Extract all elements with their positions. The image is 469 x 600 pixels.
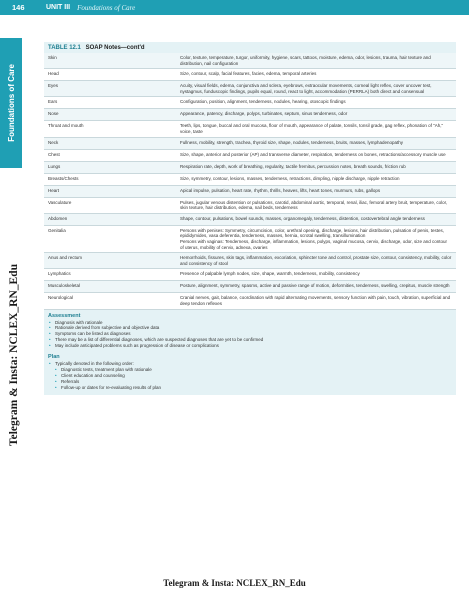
table-row [44, 97, 456, 109]
table-row [44, 69, 456, 81]
side-watermark-text: Telegram & Insta: NCLEX_RN_Edu [8, 264, 20, 446]
plan-title: Plan [48, 354, 60, 361]
row-description: Size, contour, scalp, facial features, facies, edema, temporal arteries [180, 71, 317, 77]
table-caption [44, 42, 456, 53]
row-description: Presence of palpable lymph nodes, size, shape, warmth, tenderness, mobility, consistency [180, 271, 360, 277]
row-label: Musculoskeletal [48, 283, 81, 289]
table-row [44, 226, 456, 253]
table-row [44, 121, 456, 137]
table-row [44, 81, 456, 97]
row-label: Neurological [48, 295, 74, 301]
row-label: Throat and mouth [48, 123, 84, 129]
row-label: Skin [48, 55, 57, 60]
row-description: Appearance, patency, discharge, polyps, turbinates, septum, sinus tenderness, odor [180, 111, 348, 117]
soap-notes-table [44, 42, 456, 395]
row-label: Eyes [48, 83, 59, 89]
table-row [44, 269, 456, 281]
plan-item: • Diagnostic tests, treatment plan with rationale [54, 367, 452, 373]
row-label: Genitalia [48, 227, 66, 233]
page-number: 146 [12, 3, 25, 12]
assessment-item: • Rationale derived from subjective and objective data [48, 325, 452, 331]
plan-section [44, 351, 456, 395]
row-label: Lymphatics [48, 271, 71, 277]
table-title: SOAP Notes—cont'd [85, 45, 145, 51]
table-row [44, 186, 456, 198]
row-description: Pulses, jugular venous distention or pulsations, carotid, abdominal aortic, temporal, renal, iliac, femoral artery bruit, temperature, color, skin texture, hair distribution, edema, nail beds, tenderness [180, 199, 448, 211]
side-watermark [3, 230, 25, 480]
table-row [44, 150, 456, 162]
row-description: Shape, contour, pulsations, bowel sounds, masses, organomegaly, tenderness, distention, costovertebral angle tenderness [180, 215, 425, 221]
assessment-item: • Diagnosis with rationale [48, 320, 452, 326]
table-rows [44, 53, 456, 310]
row-description: Apical impulse, pulsation, heart rate, rhythm, thrills, heaves, lifts, heart tones, murmurs, rubs, gallops [180, 187, 381, 193]
row-description: Size, shape, anterior and posterior (AP) and transverse diameter, respiration, tenderness on bones, retractions/accessory muscle use [180, 151, 446, 157]
assessment-item: • May include anticipated problems such as progression of disease or complications [48, 343, 452, 349]
table-row [44, 293, 456, 309]
assessment-list [48, 320, 452, 349]
row-description: Persons with penises: Symmetry, circumcision, color, urethral opening, discharge, lesions, hair distribution, pulsation of penis, testes, epididymides, vasa deferentia, tenderness, masses, hernia, scrotal swelling, transillumination Persons with vaginas: Tenderness, discharge, inflammation, lesions, polyps, vaginal mucosa, cervix, discharge, odor, size and contour of uterus, mobility of cervix, adnexa, ovaries [180, 227, 448, 250]
table-row [44, 198, 456, 214]
side-tab-label: Foundations of Care [6, 64, 16, 142]
row-label: Head [48, 71, 59, 77]
row-description: Cranial nerves, gait, balance, coordination with rapid alternating movements, sensory function with pain, touch, vibration, superficial and deep tendon reflexes [180, 295, 451, 306]
assessment-section [44, 310, 456, 352]
plan-sublist [54, 367, 452, 390]
row-description: Hemorrhoids, fissures, skin tags, inflammation, excoriation, sphincter tone and control, prostate size, contour, consistency, mobility, color and consistency of stool [180, 255, 452, 266]
row-label: Heart [48, 187, 60, 193]
page-header [0, 0, 469, 15]
row-label: Breasts/Chests [48, 175, 79, 181]
row-label: Lungs [48, 163, 61, 169]
table-row [44, 109, 456, 121]
table-row [44, 162, 456, 174]
table-row [44, 281, 456, 293]
row-description: Size, symmetry, contour, lesions, masses, tenderness, retractions, dimpling, nipple discharge, nipple retraction [180, 175, 400, 181]
plan-intro: • Typically denoted in the following order: [48, 361, 452, 367]
footer-watermark: Telegram & Insta: NCLEX_RN_Edu [163, 578, 306, 588]
row-label: Anus and rectum [48, 255, 83, 261]
row-description: Respiration rate, depth, work of breathing, regularity, tactile fremitus, percussion notes, breath sounds, friction rub [180, 163, 406, 169]
row-label: Vasculature [48, 199, 72, 205]
plan-item: • Client education and counseling [54, 373, 452, 379]
row-description: Configuration, position, alignment, tenderness, nodules, hearing, otoscopic findings [180, 99, 346, 105]
table-row [44, 174, 456, 186]
chapter-side-tab [0, 38, 22, 168]
table-row [44, 138, 456, 150]
row-description: Fullness, mobility, strength, trachea, thyroid size, shape, nodules, tenderness, bruits, masses, lymphadenopathy [180, 139, 404, 145]
assessment-item: • Symptoms can be listed as diagnoses [48, 331, 452, 337]
assessment-title: Assessment [48, 312, 81, 319]
row-label: Neck [48, 139, 59, 145]
table-row [44, 53, 456, 69]
row-description: Color, texture, temperature, turgor, uniformity, hygiene, scars, tattoos, moisture, edema, odor, lesions, trauma, hair texture and distribution, nail configuration [180, 55, 431, 66]
row-label: Abdomen [48, 215, 68, 221]
table-row [44, 214, 456, 226]
unit-title: Foundations of Care [77, 3, 136, 12]
table-row [44, 253, 456, 269]
row-description: Posture, alignment, symmetry, spasms, active and passive range of motion, deformities, tenderness, swelling, crepitus, muscle strength [180, 283, 450, 289]
plan-item: • Follow-up or dates for re-evaluating results of plan [54, 385, 452, 391]
row-label: Chest [48, 151, 60, 157]
row-label: Ears [48, 99, 58, 105]
row-label: Nose [48, 111, 59, 117]
plan-item: • Referrals [54, 379, 452, 385]
row-description: Acuity, visual fields, edema, conjunctiva and sclera, eyebrows, extraocular movements, corneal light reflex, cover uncover test, nystagmus, funduscopic findings, pupils equal, round, react to light, accommodation (PERRLA) both direct and consensual [180, 83, 432, 94]
unit-label: UNIT III [46, 4, 71, 11]
row-description: Teeth, lips, tongue, buccal and oral mucosa, floor of mouth, appearance of palate, tonsils, tonsil grade, gag reflex, phonation of "Ah," voice, taste [180, 123, 444, 134]
table-number: TABLE 12.1 [48, 45, 81, 51]
assessment-item: • There may be a list of differential diagnoses, which are suspected diagnoses that are yet to be confirmed [48, 337, 452, 343]
